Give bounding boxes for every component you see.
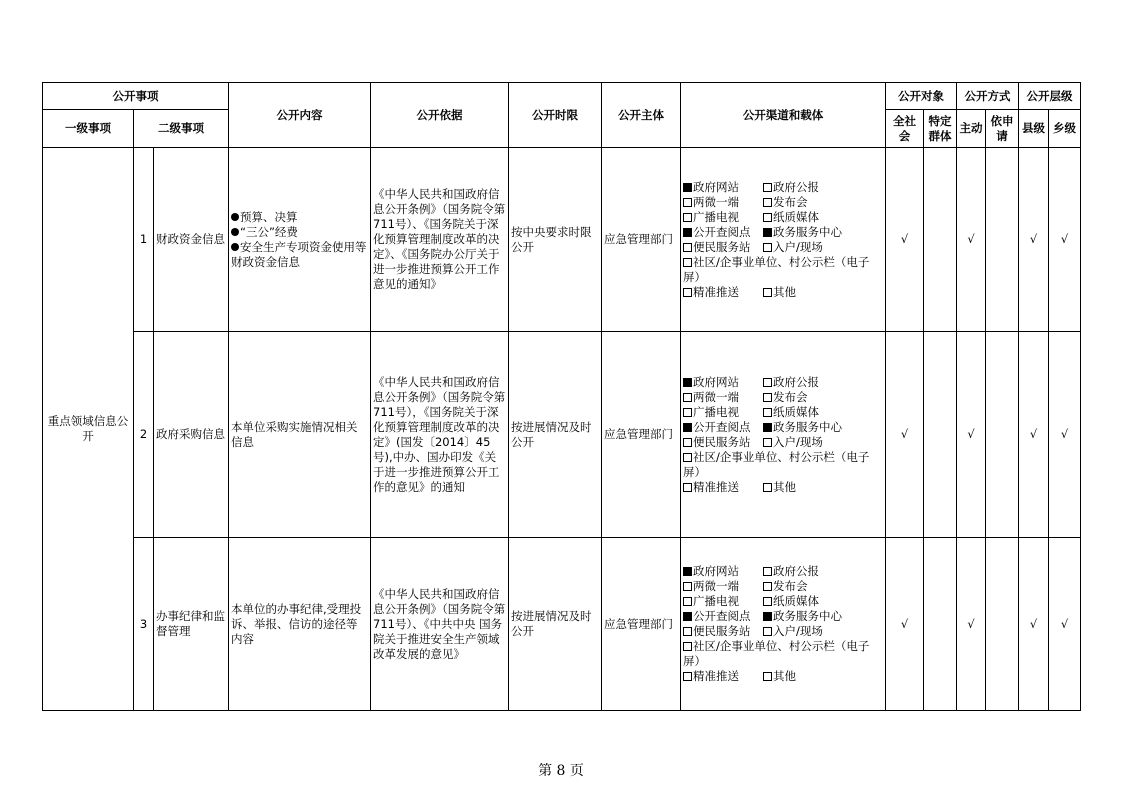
check-mark-all-society: √ bbox=[886, 332, 924, 538]
checkbox-icon bbox=[763, 393, 772, 402]
check-mark-county: √ bbox=[1019, 148, 1049, 332]
checkbox-icon bbox=[683, 483, 692, 492]
header-level1: 一级事项 bbox=[43, 110, 134, 148]
checkbox-icon bbox=[683, 258, 692, 267]
checkbox-icon bbox=[763, 582, 772, 591]
check-mark-all-society: √ bbox=[886, 148, 924, 332]
subject-cell: 应急管理部门 bbox=[602, 332, 681, 538]
empty-on-request bbox=[986, 538, 1019, 711]
checkbox-icon bbox=[683, 453, 692, 462]
header-basis: 公开依据 bbox=[371, 83, 509, 148]
empty-specific-group bbox=[924, 538, 957, 711]
header-level: 公开层级 bbox=[1019, 83, 1081, 110]
time-limit-cell: 按进展情况及时公开 bbox=[509, 332, 602, 538]
channels-cell: 政府网站 政府公报 两微一端 发布会 广播电视 纸质媒体 公开查阅点 政务服务中心 便民服务站 入户/现场 社区/企事业单位、村公示栏（电子屏） 精准推送 其他 bbox=[681, 148, 886, 332]
page-number: 第 8 页 bbox=[538, 763, 584, 779]
row-number: 2 bbox=[134, 332, 154, 538]
basis-cell: 《中华人民共和国政府信息公开条例》（国务院令第711号），《国务院关于深化预算管理制度改革的决定》(国发〔2014〕45号),中办、国办印发《关于进一步推进预算公开工作的意见》的通知 bbox=[371, 332, 509, 538]
header-content: 公开内容 bbox=[229, 83, 371, 148]
content-cell: 本单位采购实施情况相关信息 bbox=[229, 332, 371, 538]
checkbox-icon bbox=[683, 213, 692, 222]
content-bullet: 安全生产专项资金使用等财政资金信息 bbox=[231, 239, 367, 269]
bullet-icon bbox=[231, 228, 239, 236]
check-mark-active: √ bbox=[957, 538, 986, 711]
checkbox-icon bbox=[683, 642, 692, 651]
checkbox-icon bbox=[763, 408, 772, 417]
channels-cell: 政府网站 政府公报 两微一端 发布会 广播电视 纸质媒体 公开查阅点 政务服务中心 便民服务站 入户/现场 社区/企事业单位、村公示栏（电子屏） 精准推送 其他 bbox=[681, 332, 886, 538]
checkbox-icon bbox=[683, 582, 692, 591]
checked-box-icon bbox=[763, 423, 772, 432]
check-mark-active: √ bbox=[957, 148, 986, 332]
checkbox-icon bbox=[763, 213, 772, 222]
content-bullet: “三公”经费 bbox=[231, 225, 368, 240]
empty-specific-group bbox=[924, 332, 957, 538]
level2-item: 办事纪律和监督管理 bbox=[154, 538, 229, 711]
empty-on-request bbox=[986, 332, 1019, 538]
check-mark-county: √ bbox=[1019, 332, 1049, 538]
disclosure-table bbox=[42, 82, 1081, 711]
checkbox-icon bbox=[683, 597, 692, 606]
subject-cell: 应急管理部门 bbox=[602, 148, 681, 332]
row-number: 3 bbox=[134, 538, 154, 711]
bullet-icon bbox=[231, 213, 239, 221]
content-cell: 本单位的办事纪律,受理投诉、举报、信访的途径等内容 bbox=[229, 538, 371, 711]
header-target-all-society: 全社会 bbox=[886, 110, 924, 148]
checkbox-icon bbox=[763, 438, 772, 447]
checkbox-icon bbox=[763, 567, 772, 576]
channels-cell: 政府网站 政府公报 两微一端 发布会 广播电视 纸质媒体 公开查阅点 政务服务中心 便民服务站 入户/现场 社区/企事业单位、村公示栏（电子屏） 精准推送 其他 bbox=[681, 538, 886, 711]
header-method-active: 主动 bbox=[957, 110, 986, 148]
checkbox-icon bbox=[683, 198, 692, 207]
subject-cell: 应急管理部门 bbox=[602, 538, 681, 711]
checkbox-icon bbox=[763, 672, 772, 681]
checkbox-icon bbox=[683, 438, 692, 447]
checkbox-icon bbox=[683, 408, 692, 417]
header-time-limit: 公开时限 bbox=[509, 83, 602, 148]
checked-box-icon bbox=[763, 228, 772, 237]
checked-box-icon bbox=[683, 423, 692, 432]
checkbox-icon bbox=[763, 198, 772, 207]
header-channels: 公开渠道和载体 bbox=[681, 83, 886, 148]
check-mark-active: √ bbox=[957, 332, 986, 538]
checkbox-icon bbox=[763, 183, 772, 192]
checkbox-icon bbox=[763, 288, 772, 297]
check-mark-township: √ bbox=[1049, 148, 1081, 332]
checked-box-icon bbox=[683, 228, 692, 237]
checked-box-icon bbox=[763, 612, 772, 621]
checkbox-icon bbox=[683, 627, 692, 636]
header-level-township: 乡级 bbox=[1049, 110, 1081, 148]
check-mark-township: √ bbox=[1049, 332, 1081, 538]
check-mark-county: √ bbox=[1019, 538, 1049, 711]
checkbox-icon bbox=[683, 672, 692, 681]
bullet-icon bbox=[231, 243, 239, 251]
level1-item: 重点领域信息公开 bbox=[43, 148, 134, 711]
header-method-on-request: 依申请 bbox=[986, 110, 1019, 148]
checked-box-icon bbox=[683, 567, 692, 576]
content-cell bbox=[229, 148, 371, 332]
row-number: 1 bbox=[134, 148, 154, 332]
content-bullet: 预算、决算 bbox=[231, 210, 368, 225]
header-subject: 公开主体 bbox=[602, 83, 681, 148]
time-limit-cell: 按中央要求时限公开 bbox=[509, 148, 602, 332]
empty-on-request bbox=[986, 148, 1019, 332]
checkbox-icon bbox=[763, 627, 772, 636]
checkbox-icon bbox=[683, 393, 692, 402]
level2-item: 财政资金信息 bbox=[154, 148, 229, 332]
check-mark-all-society: √ bbox=[886, 538, 924, 711]
header-level-county: 县级 bbox=[1019, 110, 1049, 148]
basis-cell: 《中华人民共和国政府信息公开条例》（国务院令第711号）、《国务院关于深化预算管理制度改革的决定》、《国务院办公厅关于进一步推进预算公开工作意见的通知》 bbox=[371, 148, 509, 332]
header-level2: 二级事项 bbox=[134, 110, 229, 148]
check-mark-township: √ bbox=[1049, 538, 1081, 711]
table-row bbox=[43, 148, 1081, 332]
checkbox-icon bbox=[683, 243, 692, 252]
checkbox-icon bbox=[763, 597, 772, 606]
checked-box-icon bbox=[683, 612, 692, 621]
header-public-items: 公开事项 bbox=[43, 83, 229, 110]
checked-box-icon bbox=[683, 183, 692, 192]
time-limit-cell: 按进展情况及时公开 bbox=[509, 538, 602, 711]
checked-box-icon bbox=[683, 378, 692, 387]
level2-item: 政府采购信息 bbox=[154, 332, 229, 538]
header-method: 公开方式 bbox=[957, 83, 1019, 110]
checkbox-icon bbox=[763, 378, 772, 387]
header-target: 公开对象 bbox=[886, 83, 957, 110]
basis-cell: 《中华人民共和国政府信息公开条例》（国务院令第711号）、《中共中央 国务院关于推进安全生产领域改革发展的意见》 bbox=[371, 538, 509, 711]
table-row bbox=[43, 332, 1081, 538]
checkbox-icon bbox=[683, 288, 692, 297]
checkbox-icon bbox=[763, 483, 772, 492]
table-row bbox=[43, 538, 1081, 711]
empty-specific-group bbox=[924, 148, 957, 332]
checkbox-icon bbox=[763, 243, 772, 252]
header-target-specific-group: 特定群体 bbox=[924, 110, 957, 148]
